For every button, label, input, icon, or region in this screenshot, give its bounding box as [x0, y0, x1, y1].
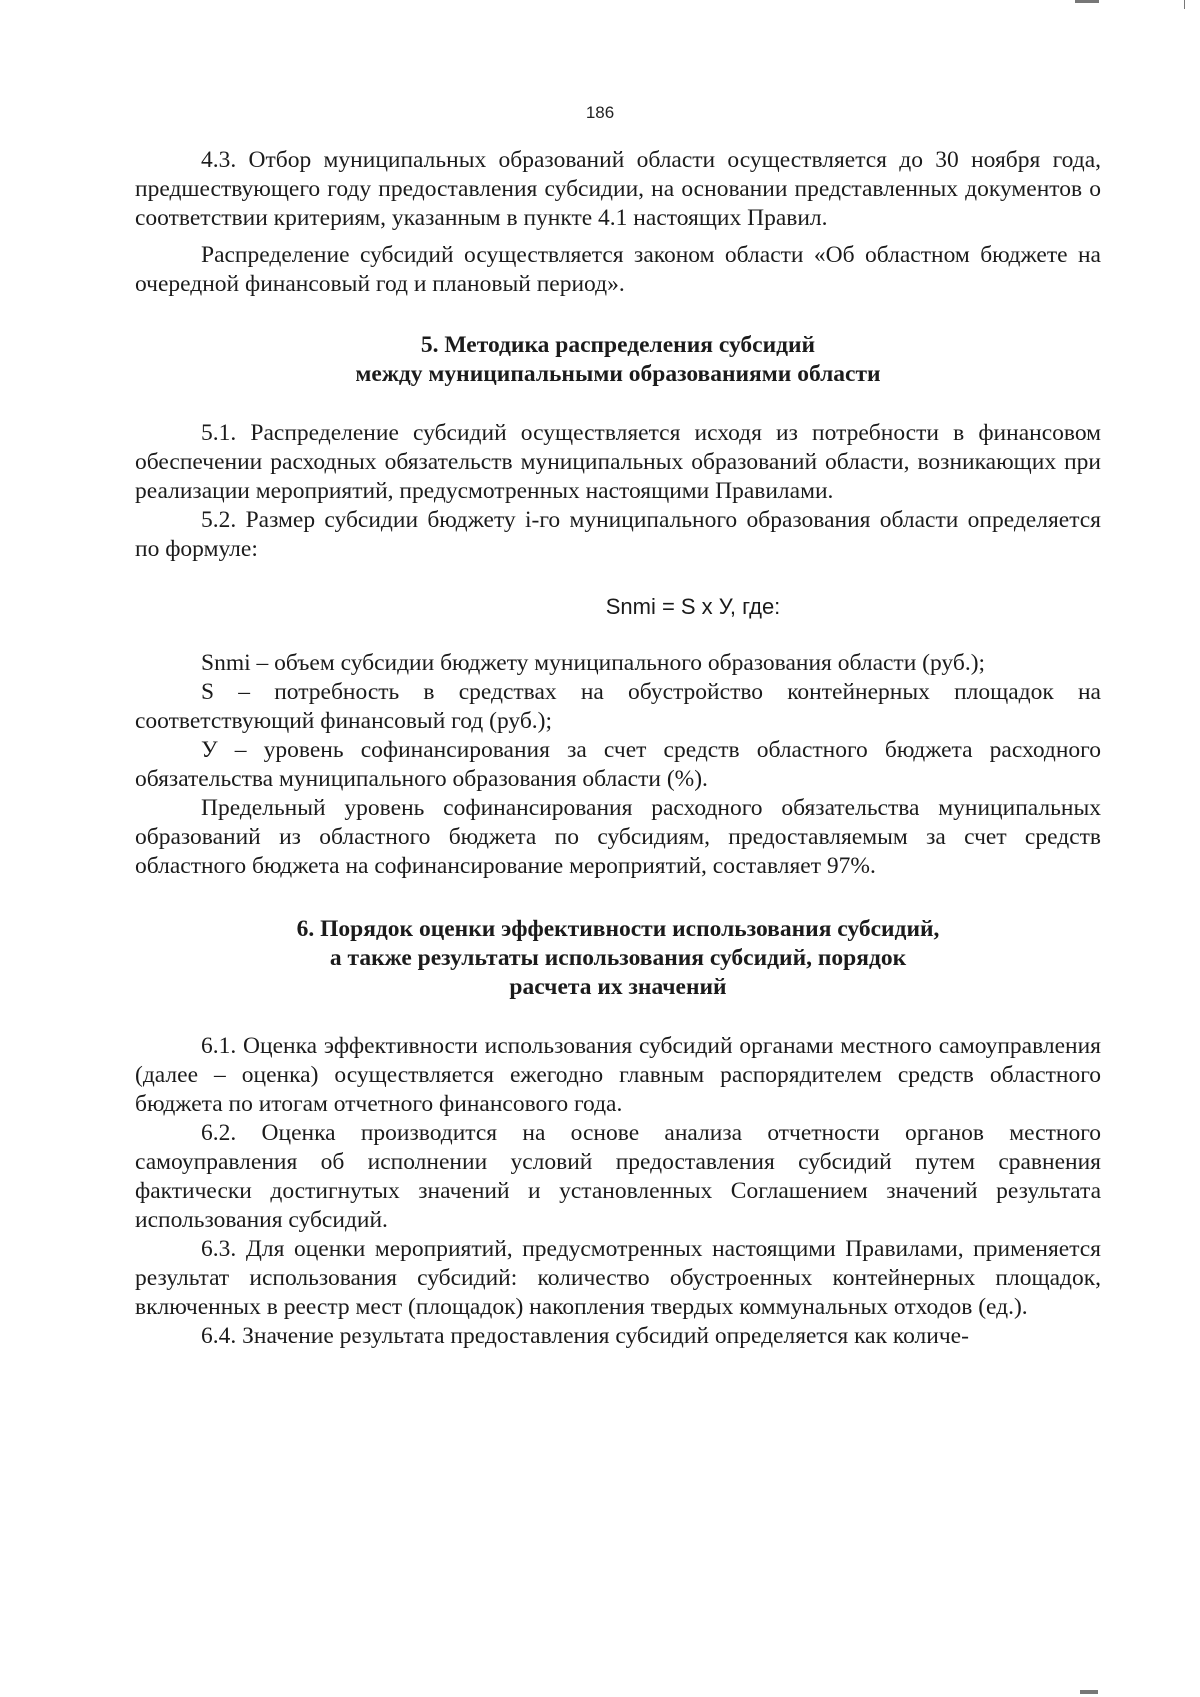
paragraph-5-1: 5.1. Распределение субсидий осуществляется исходя из потребности в финансовом обеспечении расходных обязательств муниципальных образований области, возникающих при реализации мероприятий, предусмотренных настоящими Правилами.	[135, 420, 1101, 504]
paragraph-distribution: Распределение субсидий осуществляется законом области «Об областном бюджете на очередной финансовый год и плановый период».	[135, 242, 1101, 297]
section-6-heading-line-3: расчета их значений	[509, 974, 727, 1000]
scan-artifact-top	[1075, 0, 1099, 3]
section-5-heading-line-1: 5. Методика распределения субсидий	[420, 332, 816, 358]
definition-u: У – уровень софинансирования за счет средств областного бюджета расходного обязательства муниципального образования области (%).	[135, 737, 1101, 792]
section-6-heading-line-2: а также результаты использования субсидий, порядок	[329, 945, 907, 971]
paragraph-6-3: 6.3. Для оценки мероприятий, предусмотренных настоящими Правилами, применяется результат использования субсидий: количество обустроенных контейнерных площадок, включенных в реестр мест (площадок) накопления твердых коммунальных отходов (ед.).	[135, 1236, 1101, 1320]
scan-artifact-top-right	[1184, 0, 1185, 9]
paragraph-limit: Предельный уровень софинансирования расходного обязательства муниципальных образований из областного бюджета по субсидиям, предоставляемым за счет средств областного бюджета на софинансирование мероприятий, составляет 97%.	[135, 795, 1101, 879]
document-body	[135, 146, 1101, 1351]
formula: Snmi = S x У, где:	[605, 594, 781, 619]
section-5-heading-line-2: между муниципальными образованиями области	[355, 361, 881, 387]
definition-snmi: Snmi – объем субсидии бюджету муниципального образования области (руб.);	[201, 650, 986, 676]
page-number: 186	[585, 103, 615, 122]
paragraph-5-2: 5.2. Размер субсидии бюджету i-го муниципального образования области определяется по формуле:	[135, 507, 1101, 562]
section-5-heading	[135, 331, 1101, 389]
paragraph-6-4: 6.4. Значение результата предоставления субсидий определяется как количе-	[201, 1323, 969, 1349]
scan-artifact-bottom	[1080, 1690, 1098, 1694]
definition-s: S – потребность в средствах на обустройство контейнерных площадок на соответствующий финансовый год (руб.);	[135, 679, 1101, 734]
paragraph-4-3: 4.3. Отбор муниципальных образований области осуществляется до 30 ноября года, предшествующего году предоставления субсидии, на основании представленных документов о соответствии критериям, указанным в пункте 4.1 настоящих Правил.	[135, 147, 1101, 231]
section-6-heading	[135, 915, 1101, 1002]
section-6-heading-line-1: 6. Порядок оценки эффективности использования субсидий,	[296, 916, 940, 942]
paragraph-6-2: 6.2. Оценка производится на основе анализа отчетности органов местного самоуправления об исполнении условий предоставления субсидий путем сравнения фактически достигнутых значений и установленных Соглашением значений результата использования субсидий.	[135, 1120, 1101, 1233]
paragraph-6-1: 6.1. Оценка эффективности использования субсидий органами местного самоуправления (далее – оценка) осуществляется ежегодно главным распорядителем средств областного бюджета по итогам отчетного финансового года.	[135, 1033, 1101, 1117]
